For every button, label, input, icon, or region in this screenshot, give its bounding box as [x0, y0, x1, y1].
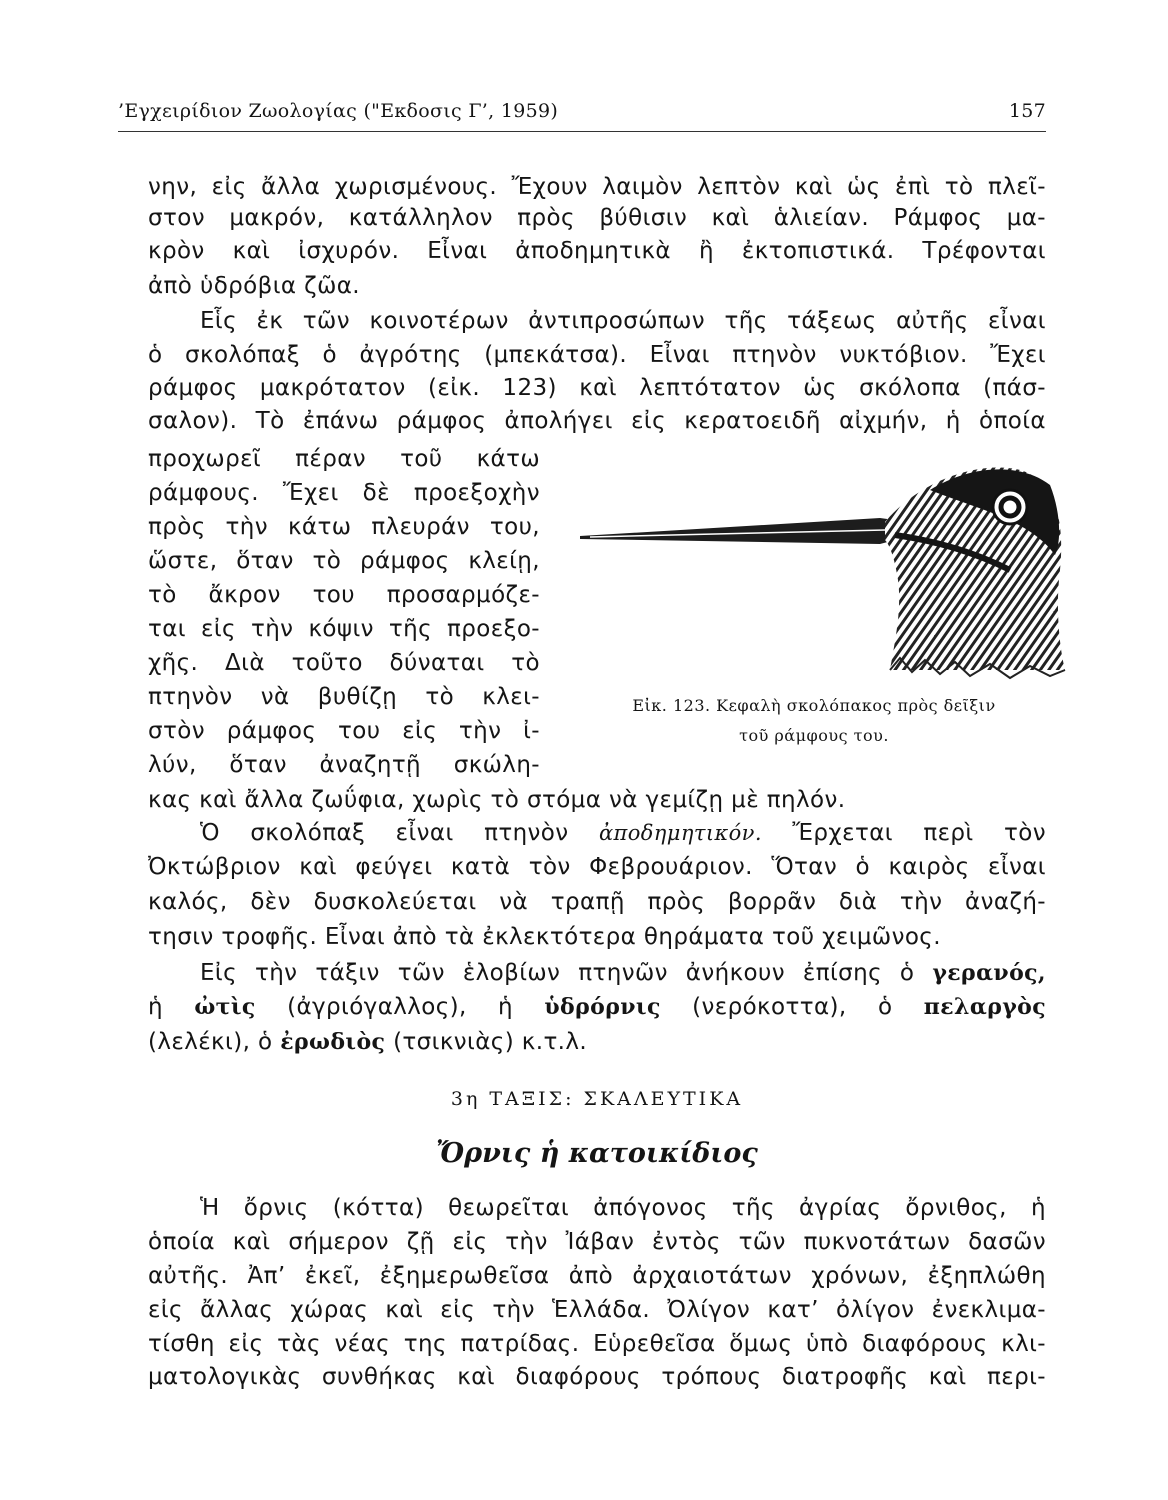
sub-heading: Ὄρνις ἡ κατοικίδιος: [436, 1138, 758, 1169]
text-line: ὁ σκολόπαξ ὁ ἀγρότης (μπεκάτσα). Εἶναι πτηνὸν νυκτόβιον. Ἔχει: [148, 342, 1046, 368]
text-line: Ὁ σκολόπαξ εἶναι πτηνὸν ἀποδημητικόν. Ἔρχεται περὶ τὸν: [200, 820, 1046, 846]
text-line: χῆς. Διὰ τοῦτο δύναται τὸ: [148, 650, 540, 676]
text-line: τὸ ἄκρον του προσαρμόζε-: [148, 582, 540, 608]
text-line: ματολογικὰς συνθήκας καὶ διαφόρους τρόπους διατροφῆς καὶ περι-: [148, 1364, 1046, 1390]
figure-caption: Εἰκ. 123. Κεφαλὴ σκολόπακος πρὸς δεῖξιν: [632, 696, 996, 715]
running-head: [118, 98, 1046, 132]
woodcock-head-figure: [550, 440, 1070, 690]
text-line: ἀπὸ ὑδρόβια ζῶα.: [148, 273, 361, 299]
text-line: ὁποία καὶ σήμερον ζῇ εἰς τὴν Ἰάβαν ἐντὸς τῶν πυκνοτάτων δασῶν: [148, 1229, 1046, 1255]
text-line: προχωρεῖ πέραν τοῦ κάτω: [148, 446, 540, 472]
text-line: ἡ ὠτὶς (ἀγριόγαλλος), ἡ ὑδρόρνις (νερόκοττα), ὁ πελαργὸς: [148, 994, 1047, 1020]
running-title: ’Εγχειρίδιον Ζωολογίας ("Εκδοσις Γ’, 1959): [118, 100, 559, 122]
text-line: σαλον). Τὸ ἐπάνω ράμφος ἀπολήγει εἰς κερατοειδῆ αἰχμήν, ἡ ὁποία: [148, 408, 1046, 434]
text-line: αὐτῆς. Ἀπ’ ἐκεῖ, ἐξημερωθεῖσα ἀπὸ ἀρχαιοτάτων χρόνων, ἐξηπλώθη: [148, 1263, 1046, 1289]
text-line: στον μακρόν, κατάλληλον πρὸς βύθισιν καὶ ἁλιείαν. Ράμφος μα-: [148, 205, 1046, 231]
text-line: Ἡ ὄρνις (κόττα) θεωρεῖται ἀπόγονος τῆς ἀγρίας ὄρνιθος, ἡ: [200, 1195, 1046, 1221]
text-line: εἰς ἄλλας χώρας καὶ εἰς τὴν Ἑλλάδα. Ὀλίγον κατ’ ὀλίγον ἐνεκλιμα-: [148, 1297, 1046, 1323]
text-line: τίσθη εἰς τὰς νέας της πατρίδας. Εὑρεθεῖσα ὅμως ὑπὸ διαφόρους κλι-: [148, 1331, 1046, 1357]
bold-term: ὑδρόρνις: [544, 994, 661, 1020]
text-line: ράμφους. Ἔχει δὲ προεξοχὴν: [148, 480, 540, 506]
text-line: Ὀκτώβριον καὶ φεύγει κατὰ τὸν Φεβρουάριον. Ὅταν ὁ καιρὸς εἶναι: [148, 854, 1046, 880]
section-heading: 3η ΤΑΞΙΣ: ΣΚΑΛΕΥΤΙΚΑ: [450, 1088, 744, 1110]
text-line: ὥστε, ὅταν τὸ ράμφος κλείῃ,: [148, 548, 540, 574]
text-line: τησιν τροφῆς. Εἶναι ἀπὸ τὰ ἐκλεκτότερα θηράματα τοῦ χειμῶνος.: [148, 924, 941, 950]
text-line: Εἰς τὴν τάξιν τῶν ἑλοβίων πτηνῶν ἀνήκουν ἐπίσης ὁ γερανός,: [200, 960, 1046, 986]
text-line: πτηνὸν νὰ βυθίζῃ τὸ κλει-: [148, 684, 540, 710]
text-line: στὸν ράμφος του εἰς τὴν ἰ-: [148, 718, 540, 744]
bold-term: ὠτὶς: [194, 994, 256, 1020]
text-line: κας καὶ ἄλλα ζωΰφια, χωρὶς τὸ στόμα νὰ γεμίζῃ μὲ πηλόν.: [148, 787, 846, 813]
text-line: (λελέκι), ὁ ἐρωδιὸς (τσικνιὰς) κ.τ.λ.: [148, 1029, 588, 1055]
bold-term: ἐρωδιὸς: [280, 1029, 386, 1055]
text-line: λύν, ὅταν ἀναζητῇ σκώλη-: [148, 752, 540, 778]
bold-term: γερανός,: [932, 960, 1046, 986]
figure-caption: τοῦ ράμφους του.: [739, 726, 889, 745]
page-number: 157: [1008, 100, 1046, 122]
text-line: νην, εἰς ἄλλα χωρισμένους. Ἔχουν λαιμὸν λεπτὸν καὶ ὡς ἐπὶ τὸ πλεῖ-: [148, 174, 1046, 200]
text-line: ράμφος μακρότατον (εἰκ. 123) καὶ λεπτότατον ὡς σκόλοπα (πάσ-: [148, 375, 1046, 401]
text-line: κρὸν καὶ ἰσχυρόν. Εἶναι ἀποδημητικὰ ἢ ἐκτοπιστικά. Τρέφονται: [148, 238, 1046, 264]
bold-term: πελαργὸς: [923, 994, 1047, 1020]
header-rule: [118, 131, 1046, 132]
emphasis-text: ἀποδημητικόν.: [598, 821, 762, 845]
text-line: Εἷς ἐκ τῶν κοινοτέρων ἀντιπροσώπων τῆς τάξεως αὐτῆς εἶναι: [200, 308, 1046, 334]
text-line: πρὸς τὴν κάτω πλευράν του,: [148, 514, 540, 540]
text-line: ται εἰς τὴν κόψιν τῆς προεξο-: [148, 616, 540, 642]
text-line: καλός, δὲν δυσκολεύεται νὰ τραπῇ πρὸς βορρᾶν διὰ τὴν ἀναζή-: [148, 889, 1046, 915]
